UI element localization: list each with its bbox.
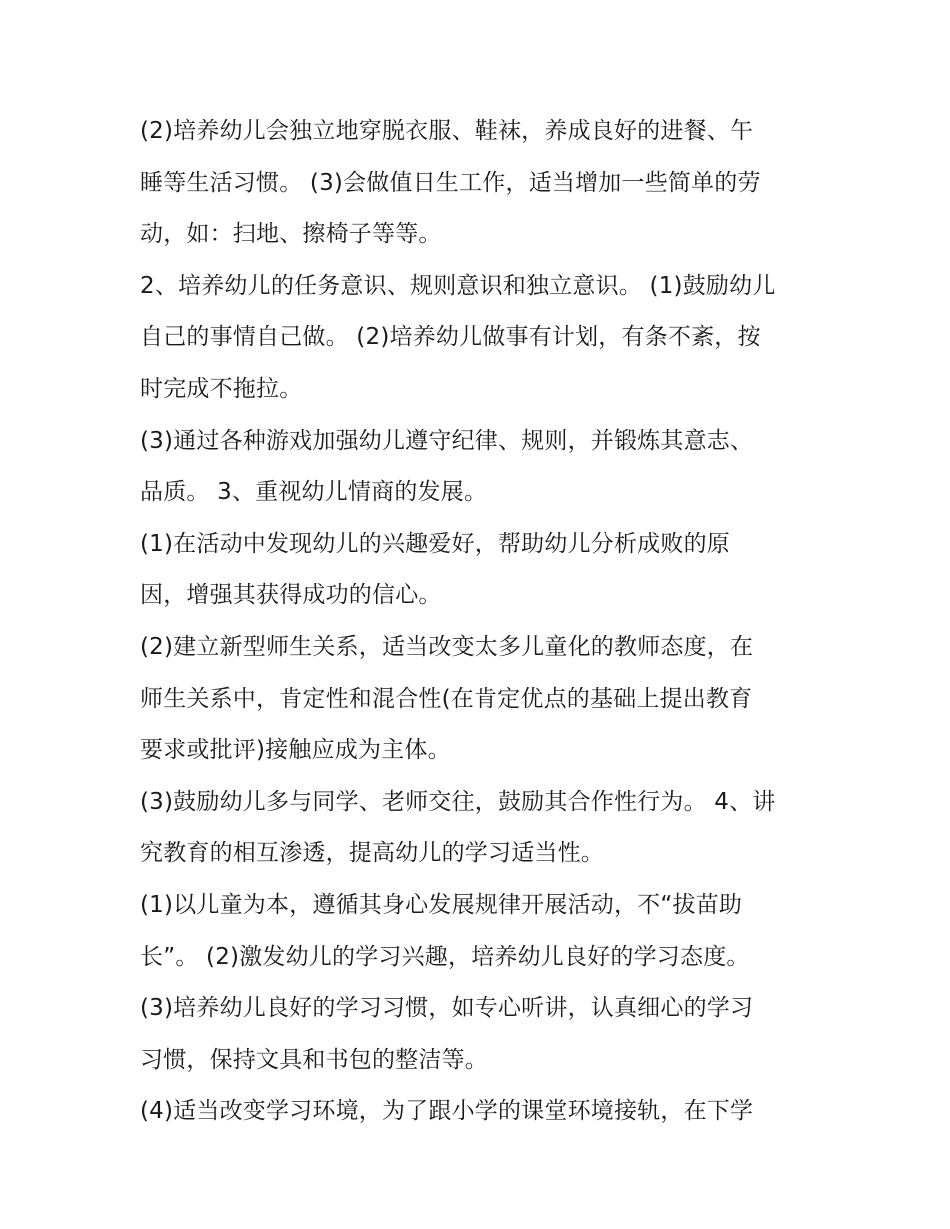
text-line: 究教育的相互渗透，提高幼儿的学习适当性。 <box>140 840 604 867</box>
paragraph-1 <box>140 106 820 261</box>
paragraph-5 <box>140 622 820 777</box>
text-line: (3)培养幼儿良好的学习习惯，如专心听讲，认真细心的学习 <box>140 995 754 1022</box>
paragraph-8 <box>140 983 820 1086</box>
text-line: (1)以儿童为本，遵循其身心发展规律开展活动，不“拔苗助 <box>140 891 743 918</box>
text-line: 2、培养幼儿的任务意识、规则意识和独立意识。 (1)鼓励幼儿 <box>140 272 776 299</box>
text-line: 睡等生活习惯。 (3)会做值日生工作，适当增加一些简单的劳 <box>140 169 761 196</box>
text-line: (2)建立新型师生关系，适当改变太多儿童化的教师态度，在 <box>140 633 754 660</box>
text-line: 习惯，保持文具和书包的整洁等。 <box>140 1046 488 1073</box>
text-line: 动，如：扫地、擦椅子等等。 <box>140 221 442 248</box>
text-line: 自己的事情自己做。 (2)培养幼儿做事有计划，有条不紊，按 <box>140 324 761 351</box>
text-line: 因，增强其获得成功的信心。 <box>140 582 442 609</box>
paragraph-7 <box>140 880 820 983</box>
document-body <box>140 106 820 1138</box>
text-line: (4)适当改变学习环境，为了跟小学的课堂环境接轨，在下学 <box>140 1098 754 1125</box>
text-line: 品质。 3、重视幼儿情商的发展。 <box>140 479 488 506</box>
text-line: (3)鼓励幼儿多与同学、老师交往，鼓励其合作性行为。 4、讲 <box>140 788 776 815</box>
text-line: (1)在活动中发现幼儿的兴趣爱好，帮助幼儿分析成败的原 <box>140 530 730 557</box>
paragraph-9 <box>140 1086 820 1138</box>
text-line: 要求或批评)接触应成为主体。 <box>140 737 451 764</box>
text-line: (2)培养幼儿会独立地穿脱衣服、鞋袜，养成良好的进餐、午 <box>140 118 754 144</box>
text-line: 师生关系中，肯定性和混合性(在肯定优点的基础上提出教育 <box>140 685 753 712</box>
text-line: 长”。 (2)激发幼儿的学习兴趣，培养幼儿良好的学习态度。 <box>140 943 750 970</box>
text-line: (3)通过各种游戏加强幼儿遵守纪律、规则，并锻炼其意志、 <box>140 427 754 454</box>
paragraph-2 <box>140 261 820 416</box>
paragraph-4 <box>140 519 820 622</box>
paragraph-6 <box>140 777 820 880</box>
text-line: 时完成不拖拉。 <box>140 375 303 402</box>
paragraph-3 <box>140 416 820 519</box>
